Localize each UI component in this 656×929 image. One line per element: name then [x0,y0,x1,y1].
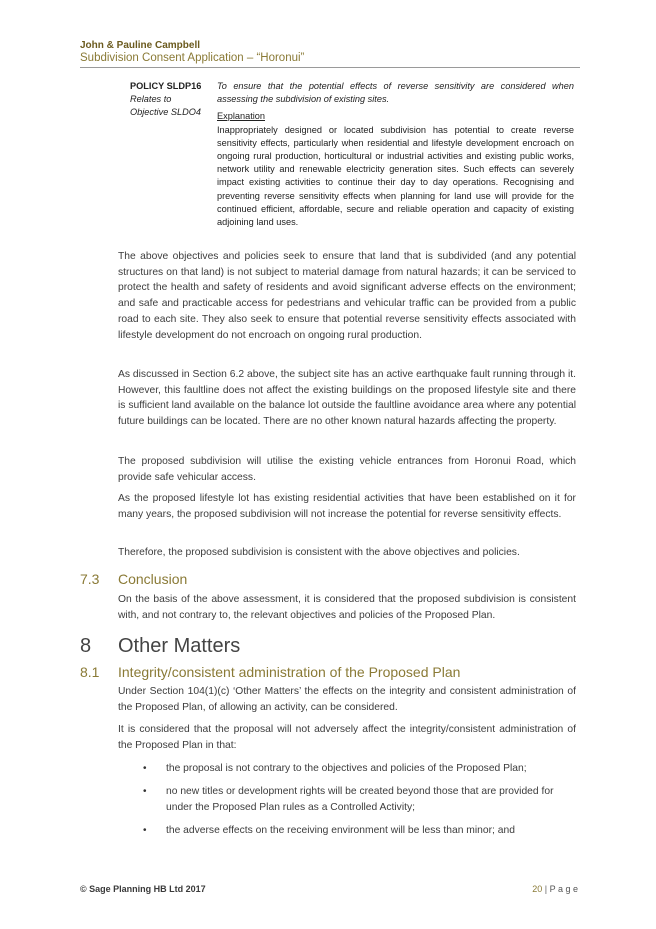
section-8-1-title: Integrity/consistent administration of the Proposed Plan [118,664,461,680]
paragraph-reverse-sensitivity: As the proposed lifestyle lot has existing residential activities that have been established on it for many years, the proposed subdivision will not increase the potential for reverse sensitivity effects. [118,493,576,520]
footer-copyright: © Sage Planning HB Ltd 2017 [80,884,206,894]
paragraph-vehicle-access: The proposed subdivision will utilise the existing vehicle entrances from Horonui Road, which provide safe vehicular access. [118,456,576,483]
footer-page-info [480,884,578,894]
policy-objective-ref: Objective SLDO4 [130,107,201,118]
bullet-marker: • [143,825,147,836]
page-number: 20 [532,884,543,894]
header-subtitle: Subdivision Consent Application – “Horonui” [80,52,305,64]
section-8-title: Other Matters [118,635,241,657]
policy-objective-text: To ensure that the potential effects of reverse sensitivity are considered when assessing the subdivision of existing sites. [217,81,574,105]
explanation-heading: Explanation [217,111,266,122]
header-organisation: John & Pauline Campbell [80,40,201,51]
page-separator: | [544,884,548,894]
policy-code: POLICY SLDP16 [130,81,202,91]
bullet-marker: • [143,763,147,774]
bullet-marker: • [143,786,147,797]
conclusion-text: On the basis of the above assessment, it is considered that the proposed subdivision is consistent with, and not contrary to, the relevant objectives and policies of the Proposed Plan. [118,594,576,621]
policy-content [217,80,574,229]
header-divider [80,67,580,68]
section-7-3-number: 7.3 [80,571,100,587]
bullet-item: no new titles or development rights will be created beyond those that are provided for under the Proposed Plan rules as a Controlled Activity; [166,786,554,813]
section-7-3-title: Conclusion [118,571,188,587]
policy-relates-to: Relates to [130,94,172,105]
explanation-text: Inappropriately designed or located subdivision has potential to create reverse sensitivity effects, particularly when residential and lifestyle development encroach on ongoing rural production, horticultural or industrial activities and existing public works, network utility and renewable electricity generation sites. Such effects can severely impact existing activities to continue their day to day operations. Recognising and preventing reverse sensitivity effects when planning for land use will provide for the continued efficient, affordable, secure and reliable operation and capacity of existing adjoining land uses. [217,124,574,228]
page-label: P a g e [549,884,578,894]
section-8-1-number: 8.1 [80,664,100,680]
bullet-item: the proposal is not contrary to the objectives and policies of the Proposed Plan; [166,763,527,774]
paragraph-consistency: Therefore, the proposed subdivision is consistent with the above objectives and policies. [118,547,520,558]
paragraph-natural-hazards: As discussed in Section 6.2 above, the subject site has an active earthquake fault running through it. However, this faultline does not affect the existing buildings on the proposed lifestyle site and there is sufficient land available on the balance lot outside the faultline avoidance area where any potential future buildings can be located. There are no other known natural hazards affecting the property. [118,369,576,428]
section-8-number: 8 [80,635,92,657]
paragraph-objectives-summary: The above objectives and policies seek to ensure that land that is subdivided (and any potential structures on that land) is not subject to material damage from natural hazards; it can be serviced to protect the health and safety of residents and avoid significant adverse effects on the environment; and safe and practicable access for pedestrians and vehicular traffic can be provided from a public road to each site. They also seek to ensure that potential reverse sensitivity effects associated with lifestyle development do not encroach on ongoing rural production. [118,251,576,341]
section-8-1-paragraph-1: Under Section 104(1)(c) ‘Other Matters’ the effects on the integrity and consistent administration of the Proposed Plan, of allowing an activity, can be considered. [118,686,576,713]
policy-reference [130,80,215,120]
section-8-1-paragraph-2: It is considered that the proposal will not adversely affect the integrity/consistent administration of the Proposed Plan in that: [118,724,576,751]
bullet-item: the adverse effects on the receiving environment will be less than minor; and [166,825,515,836]
